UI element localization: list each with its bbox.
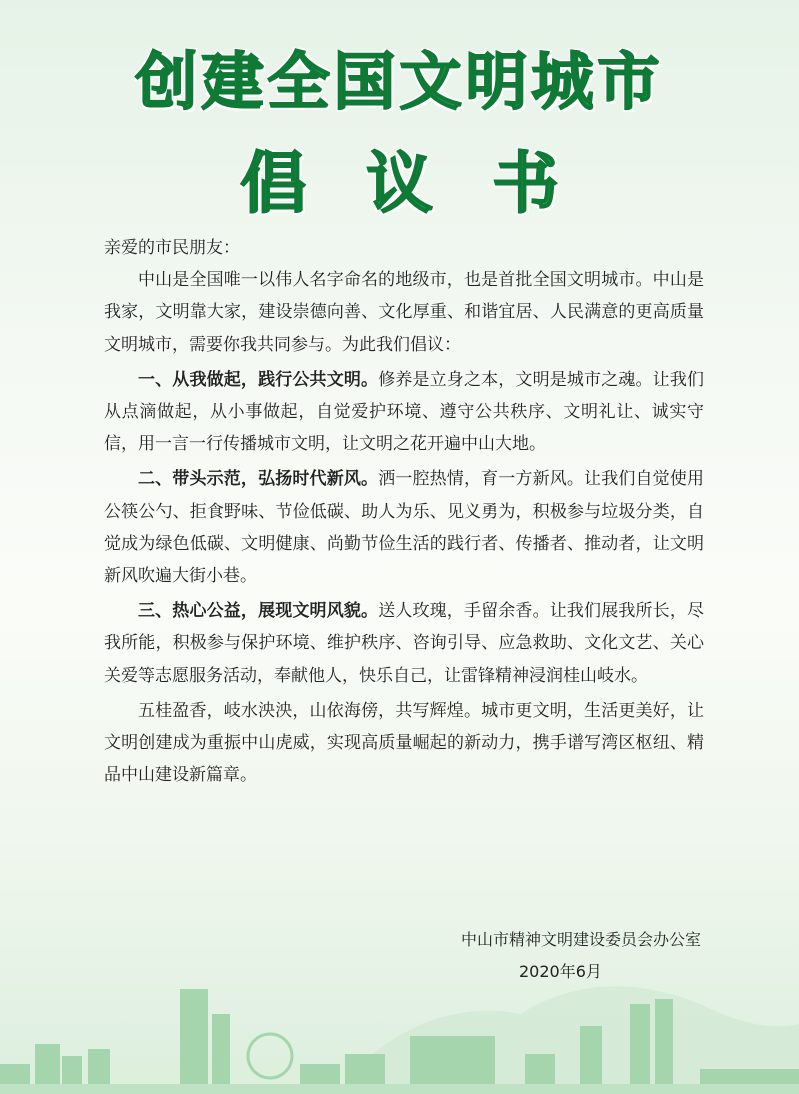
- point-3-lead: 三、热心公益，展现文明风貌。: [138, 601, 379, 622]
- point-3: [104, 595, 704, 692]
- intro-paragraph: 中山是全国唯一以伟人名字命名的地级市，也是首批全国文明城市。中山是我家，文明靠大家，建设崇德向善、文化厚重、和谐宜居、人民满意的更高质量文明城市，需要你我共同参与。为此我们倡议：: [104, 270, 704, 355]
- point-1-text: 修养是立身之本，文明是城市之魂。让我们从点滴做起，从小事做起，自觉爱护环境、遵守公共秩序、文明礼让、诚实守信，用一言一行传播城市文明，让文明之花开遍中山大地。: [104, 369, 704, 455]
- ground-strip: [0, 1084, 799, 1094]
- salutation: 亲爱的市民朋友：: [104, 238, 240, 258]
- letter-body: [104, 232, 704, 791]
- point-2: [104, 463, 704, 592]
- signer: 中山市精神文明建设委员会办公室: [460, 930, 701, 949]
- point-1-lead: 一、从我做起，践行公共文明。: [138, 369, 379, 390]
- point-2-lead: 二、带头示范，弘扬时代新风。: [138, 469, 379, 490]
- date: 2020年6月: [519, 962, 602, 981]
- point-1: [104, 364, 704, 461]
- page-subtitle: 倡议书: [240, 145, 619, 222]
- point-2-text: 洒一腔热情，育一方新风。让我们自觉使用公筷公勺、拒食野味、节俭低碳、助人为乐、见义勇为，积极参与垃圾分类，自觉成为绿色低碳、文明健康、尚勤节俭生活的践行者、传播者、推动者，让文明新风吹遍大街小巷。: [104, 469, 704, 587]
- page-title: 创建全国文明城市: [135, 45, 664, 118]
- point-3-text: 送人玫瑰，手留余香。让我们展我所长，尽我所能，积极参与保护环境、维护秩序、咨询引导、应急救助、文化文艺、关心关爱等志愿服务活动，奉献他人，快乐自己，让雷锋精神浸润桂山岐水。: [104, 601, 704, 686]
- closing-paragraph: 五桂盈香，岐水泱泱，山依海傍，共写辉煌。城市更文明，生活更美好，让文明创建成为重振中山虎威，实现高质量崛起的新动力，携手谱写湾区枢纽、精品中山建设新篇章。: [104, 700, 704, 786]
- city-skyline-illustration: [0, 944, 799, 1094]
